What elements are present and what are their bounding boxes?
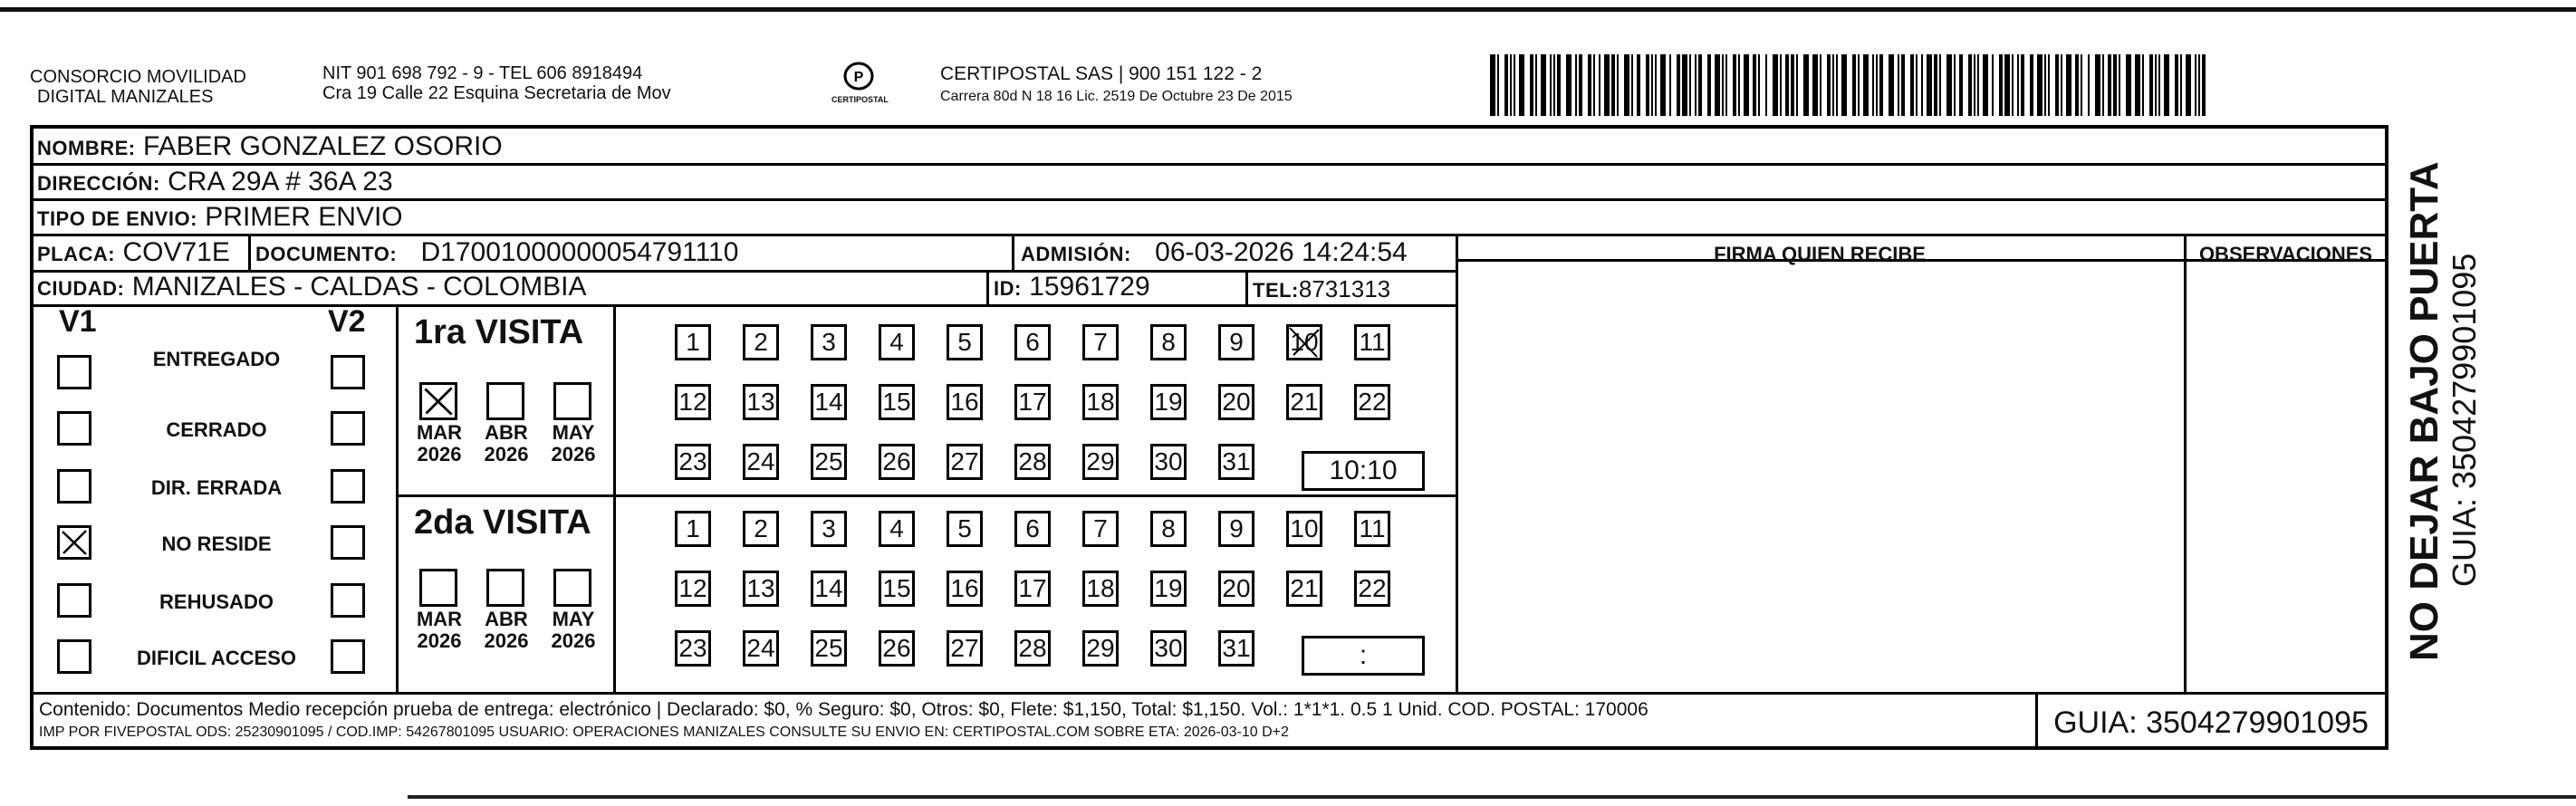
barcode-bar xyxy=(2030,54,2033,116)
second-visit-day-25[interactable]: 25 xyxy=(811,630,847,667)
barcode-bar xyxy=(2021,54,2024,116)
barcode-bar xyxy=(2119,54,2120,116)
month-year: 2026 xyxy=(551,443,596,465)
barcode-bar xyxy=(1695,54,1697,116)
second-visit-day-5[interactable]: 5 xyxy=(947,511,983,547)
barcode-bar xyxy=(1660,54,1666,116)
v2-checkbox-dificil-acceso[interactable] xyxy=(331,639,365,674)
second-visit-month-label xyxy=(412,609,466,652)
plate-label: PLACA: xyxy=(37,243,116,265)
barcode-bar xyxy=(2164,54,2169,116)
second-visit-day-4[interactable]: 4 xyxy=(879,511,915,547)
barcode-bar xyxy=(1939,54,1941,116)
barcode-bar xyxy=(2044,54,2046,116)
barcode-bar xyxy=(2075,54,2079,116)
tel-field xyxy=(1253,273,1390,306)
month-name: MAR xyxy=(416,608,463,630)
barcode-bar xyxy=(1872,54,1874,116)
first-visit-month-label xyxy=(412,422,466,465)
first-visit-day-20[interactable]: 20 xyxy=(1218,384,1254,420)
id-field xyxy=(994,272,1150,304)
barcode-bar xyxy=(1631,54,1633,116)
second-visit-month-label xyxy=(546,609,601,652)
barcode-bar xyxy=(1803,54,1809,116)
month-name: MAY xyxy=(552,608,595,630)
barcode-bar xyxy=(1983,54,1988,116)
certipostal-address: Carrera 80d N 18 16 Lic. 2519 De Octubre 23 De 2015 xyxy=(940,89,1293,104)
second-visit-day-31[interactable]: 31 xyxy=(1218,630,1254,667)
first-visit-day-23[interactable]: 23 xyxy=(675,444,711,480)
certipostal-info xyxy=(940,63,1293,105)
admission-label: ADMISIÓN: xyxy=(1021,243,1131,265)
barcode-bar xyxy=(1689,54,1691,116)
barcode-bar xyxy=(1722,54,1724,116)
barcode-bar xyxy=(1541,54,1546,116)
v2-label: V2 xyxy=(328,304,366,339)
first-visit-day-28[interactable]: 28 xyxy=(1014,444,1051,480)
second-visit-day-2[interactable]: 2 xyxy=(743,511,779,547)
v1-checkbox-entregado[interactable] xyxy=(57,355,91,389)
vertical-warning-text: NO DEJAR BAJO PUERTA xyxy=(2402,161,2446,661)
barcode-bar xyxy=(1812,54,1818,116)
barcode-bar xyxy=(1617,54,1619,116)
barcode-bar xyxy=(2186,54,2191,116)
barcode-bar xyxy=(1497,54,1499,116)
second-visit-day-10[interactable]: 10 xyxy=(1286,511,1322,547)
first-visit-day-4[interactable]: 4 xyxy=(879,324,915,360)
barcode-bar xyxy=(1593,54,1595,116)
first-visit-day-1[interactable]: 1 xyxy=(675,324,711,360)
document-value: D17001000000054791110 xyxy=(420,237,739,267)
barcode-bar xyxy=(2202,54,2206,116)
barcode-bar xyxy=(1566,54,1572,116)
second-visit-day-9[interactable]: 9 xyxy=(1218,511,1254,547)
barcode-bar xyxy=(1588,54,1591,116)
barcode-bar xyxy=(1999,54,2003,116)
reason-label: CERRADO xyxy=(166,418,267,441)
second-visit-day-17[interactable]: 17 xyxy=(1014,571,1051,607)
barcode-bar xyxy=(1611,54,1615,116)
document-label: DOCUMENTO: xyxy=(255,243,398,265)
second-visit-month-checkbox-may[interactable] xyxy=(553,569,591,607)
barcode-bar xyxy=(1715,54,1720,116)
barcode-bar xyxy=(1898,54,1899,116)
barcode-bar xyxy=(1530,54,1533,116)
observaciones-label: OBSERVACIONES xyxy=(2198,243,2373,265)
barcode-bar xyxy=(1655,54,1657,116)
barcode-bar xyxy=(2012,54,2014,116)
barcode-bar xyxy=(1791,54,1794,116)
v2-checkbox-entregado[interactable] xyxy=(331,355,365,389)
barcode-bar xyxy=(1827,54,1831,116)
barcode-bar xyxy=(1677,54,1680,116)
second-visit-day-6[interactable]: 6 xyxy=(1014,511,1051,547)
barcode-bar xyxy=(2095,54,2100,116)
barcode-bar xyxy=(1796,54,1798,116)
footer-content-line: Contenido: Documentos Medio recepción prueba de entrega: electrónico | Declarado: $0, % Seguro: $0, Otros: $0, Flete: $1,150, Total: $1,150. Vol.: 1*1*1. 0.5 1 Unid. COD. POSTAL: 170006 xyxy=(39,699,1648,720)
shipping-form xyxy=(30,125,2389,750)
top-edge-strip xyxy=(0,0,2576,18)
barcode-bar xyxy=(1876,54,1878,116)
month-year: 2026 xyxy=(417,443,462,465)
second-visit-day-7[interactable]: 7 xyxy=(1082,511,1119,547)
barcode-bar xyxy=(1968,54,1972,116)
certipostal-line: CERTIPOSTAL SAS | 900 151 122 - 2 xyxy=(940,63,1263,84)
reason-label: DIFICIL ACCESO xyxy=(136,647,296,669)
send-type-label: TIPO DE ENVIO: xyxy=(37,207,197,230)
barcode-bar xyxy=(2108,54,2111,116)
first-visit-day-16[interactable]: 16 xyxy=(947,384,983,420)
second-visit-day-22[interactable]: 22 xyxy=(1354,571,1390,607)
barcode-bar xyxy=(2126,54,2131,116)
first-visit-month-label xyxy=(546,422,601,465)
second-visit-month-checkbox-abr[interactable] xyxy=(486,569,524,607)
second-visit-day-15[interactable]: 15 xyxy=(879,571,915,607)
v1-label: V1 xyxy=(59,304,97,339)
barcode-bar xyxy=(1698,54,1702,116)
first-visit-day-3[interactable]: 3 xyxy=(811,324,847,360)
barcode-bar xyxy=(2175,54,2178,116)
first-visit-day-19[interactable]: 19 xyxy=(1150,384,1187,420)
first-visit-day-30[interactable]: 30 xyxy=(1150,444,1187,480)
month-name: MAY xyxy=(552,421,595,444)
second-visit-day-18[interactable]: 18 xyxy=(1082,571,1119,607)
certipostal-logo xyxy=(831,62,889,104)
second-visit-day-29[interactable]: 29 xyxy=(1082,630,1119,667)
first-visit-day-5[interactable]: 5 xyxy=(947,324,983,360)
reason-label: REHUSADO xyxy=(159,590,274,613)
barcode-bar xyxy=(2135,54,2140,116)
bottom-edge-line xyxy=(408,795,2576,799)
vertical-guia-text: GUIA: 3504279901095 xyxy=(2446,253,2483,587)
month-name: ABR xyxy=(485,608,528,630)
reason-label: ENTREGADO xyxy=(152,348,281,370)
v1-checkbox-no-reside[interactable] xyxy=(57,525,91,560)
company-contact xyxy=(322,63,671,103)
barcode-bar xyxy=(1553,54,1555,116)
first-visit-day-25[interactable]: 25 xyxy=(811,444,847,480)
barcode-bar xyxy=(1910,54,1914,116)
reason-label: DIR. ERRADA xyxy=(150,476,283,499)
barcode-bar xyxy=(1579,54,1582,116)
barcode-bar xyxy=(1707,54,1711,116)
barcode-bar xyxy=(1557,54,1561,116)
barcode-bar xyxy=(2180,54,2182,116)
barcode-bar xyxy=(1901,54,1905,116)
barcode-bar xyxy=(1733,54,1736,116)
second-visit-day-16[interactable]: 16 xyxy=(947,571,983,607)
signature-area[interactable] xyxy=(1458,262,2183,691)
second-visit-day-30[interactable]: 30 xyxy=(1150,630,1187,667)
second-visit-title: 2da VISITA xyxy=(414,504,591,542)
v1-checkbox-rehusado[interactable] xyxy=(57,583,91,618)
barcode-bar xyxy=(1504,54,1508,116)
first-visit-day-17[interactable]: 17 xyxy=(1014,384,1051,420)
barcode-bar xyxy=(1832,54,1834,116)
barcode-bar xyxy=(1599,54,1600,116)
tel-label: TEL: xyxy=(1253,279,1299,302)
barcode-bar xyxy=(1758,54,1760,116)
barcode-bar xyxy=(1575,54,1577,116)
second-visit-day-3[interactable]: 3 xyxy=(811,511,847,547)
month-name: MAR xyxy=(416,421,463,444)
first-visit-month-checkbox-mar[interactable] xyxy=(419,382,457,420)
v1-checkbox-dificil-acceso[interactable] xyxy=(57,639,91,674)
id-value: 15961729 xyxy=(1029,272,1150,302)
barcode-bar xyxy=(1514,54,1515,116)
first-visit-day-12[interactable]: 12 xyxy=(675,384,711,420)
name-label: NOMBRE: xyxy=(37,137,136,159)
plate-field xyxy=(37,237,230,270)
barcode-bar xyxy=(2017,54,2019,116)
v1-checkbox-dir-errada[interactable] xyxy=(57,469,91,504)
barcode-bar xyxy=(2055,54,2059,116)
address-label: DIRECCIÓN: xyxy=(37,172,160,195)
barcode-bar xyxy=(2198,54,2200,116)
certipostal-logo-icon xyxy=(841,62,877,94)
id-label: ID: xyxy=(994,277,1022,300)
svg-text:P: P xyxy=(853,70,864,85)
company-name-line-2: DIGITAL MANIZALES xyxy=(37,87,214,107)
plate-value: COV71E xyxy=(122,237,230,267)
barcode-bar xyxy=(1753,54,1756,116)
name-field xyxy=(37,131,503,164)
city-value: MANIZALES - CALDAS - COLOMBIA xyxy=(131,272,587,302)
barcode xyxy=(1490,54,2215,116)
barcode-bar xyxy=(1836,54,1838,116)
address-line: Cra 19 Calle 22 Esquina Secretaria de Mov xyxy=(322,83,671,103)
admission-field xyxy=(1021,237,1408,270)
barcode-bar xyxy=(1916,54,1918,116)
month-name: ABR xyxy=(485,421,528,444)
first-visit-day-27[interactable]: 27 xyxy=(947,444,983,480)
first-visit-day-10[interactable]: 10 xyxy=(1286,324,1322,360)
month-year: 2026 xyxy=(484,629,529,652)
first-visit-day-26[interactable]: 26 xyxy=(879,444,915,480)
second-visit-day-21[interactable]: 21 xyxy=(1286,571,1322,607)
reason-label: NO RESIDE xyxy=(161,533,272,555)
barcode-bar xyxy=(2061,54,2062,116)
first-visit-day-18[interactable]: 18 xyxy=(1082,384,1119,420)
second-visit-day-28[interactable]: 28 xyxy=(1014,630,1051,667)
send-type-field xyxy=(37,202,403,235)
first-visit-day-21[interactable]: 21 xyxy=(1286,384,1322,420)
barcode-bar xyxy=(1934,54,1937,116)
second-visit-day-23[interactable]: 23 xyxy=(675,630,711,667)
v2-checkbox-rehusado[interactable] xyxy=(331,583,365,618)
first-visit-day-22[interactable]: 22 xyxy=(1354,384,1390,420)
tel-value: 8731313 xyxy=(1298,275,1391,302)
city-field xyxy=(37,272,587,304)
barcode-bar xyxy=(2142,54,2144,116)
first-visit-month-checkbox-may[interactable] xyxy=(553,382,591,420)
barcode-bar xyxy=(1490,54,1495,116)
barcode-bar xyxy=(2088,54,2090,116)
barcode-bar xyxy=(1858,54,1860,116)
city-label: CIUDAD: xyxy=(37,277,125,300)
send-type-value: PRIMER ENVIO xyxy=(205,202,403,232)
first-visit-month-checkbox-abr[interactable] xyxy=(486,382,524,420)
barcode-bar xyxy=(1785,54,1789,116)
address-field xyxy=(37,167,393,199)
company-name xyxy=(30,67,246,107)
name-value: FABER GONZALEZ OSORIO xyxy=(142,131,503,161)
barcode-bar xyxy=(2195,54,2196,116)
barcode-bar xyxy=(1889,54,1894,116)
barcode-bar xyxy=(1738,54,1740,116)
barcode-bar xyxy=(1863,54,1869,116)
barcode-bar xyxy=(1974,54,1975,116)
second-visit-time[interactable]: : xyxy=(1302,636,1425,676)
month-year: 2026 xyxy=(484,443,529,465)
barcode-bar xyxy=(2048,54,2050,116)
first-visit-day-9[interactable]: 9 xyxy=(1218,324,1254,360)
admission-value: 06-03-2026 14:24:54 xyxy=(1155,237,1408,267)
barcode-bar xyxy=(1820,54,1821,116)
second-visit-day-27[interactable]: 27 xyxy=(947,630,983,667)
first-visit-day-24[interactable]: 24 xyxy=(743,444,779,480)
logo-text: CERTIPOSTAL xyxy=(831,95,889,104)
first-visit-time[interactable]: 10:10 xyxy=(1302,451,1425,491)
document-field xyxy=(255,237,738,270)
second-visit-day-12[interactable]: 12 xyxy=(675,571,711,607)
barcode-bar xyxy=(1879,54,1883,116)
first-visit-day-29[interactable]: 29 xyxy=(1082,444,1119,480)
first-visit-day-13[interactable]: 13 xyxy=(743,384,779,420)
barcode-bar xyxy=(1669,54,1671,116)
barcode-bar xyxy=(1535,54,1537,116)
barcode-bar xyxy=(1604,54,1610,116)
barcode-bar xyxy=(1773,54,1778,116)
second-visit-day-20[interactable]: 20 xyxy=(1218,571,1254,607)
barcode-bar xyxy=(1977,54,1979,116)
second-visit-month-checkbox-mar[interactable] xyxy=(419,569,457,607)
barcode-bar xyxy=(2158,54,2160,116)
v2-checkbox-dir-errada[interactable] xyxy=(331,469,365,504)
barcode-bar xyxy=(1927,54,1932,116)
month-year: 2026 xyxy=(417,629,462,652)
first-visit-day-15[interactable]: 15 xyxy=(879,384,915,420)
first-visit-day-14[interactable]: 14 xyxy=(811,384,847,420)
barcode-bar xyxy=(1992,54,1994,116)
barcode-bar xyxy=(1852,54,1856,116)
barcode-bar xyxy=(1637,54,1640,116)
first-visit-month-label xyxy=(479,422,533,465)
barcode-bar xyxy=(1651,54,1653,116)
barcode-bar xyxy=(1725,54,1727,116)
footer-guia: GUIA: 3504279901095 xyxy=(2053,705,2369,740)
address-value: CRA 29A # 36A 23 xyxy=(168,167,393,197)
barcode-bar xyxy=(1765,54,1767,116)
barcode-bar xyxy=(1682,54,1687,116)
barcode-bar xyxy=(2155,54,2157,116)
first-visit-day-6[interactable]: 6 xyxy=(1014,324,1051,360)
barcode-bar xyxy=(1954,54,1956,116)
first-visit-day-7[interactable]: 7 xyxy=(1082,324,1119,360)
first-visit-title: 1ra VISITA xyxy=(414,313,584,351)
barcode-bar xyxy=(1841,54,1847,116)
barcode-bar xyxy=(2037,54,2043,116)
nit-line: NIT 901 698 792 - 9 - TEL 606 8918494 xyxy=(322,63,643,83)
barcode-bar xyxy=(1519,54,1524,116)
first-visit-day-8[interactable]: 8 xyxy=(1150,324,1187,360)
barcode-bar xyxy=(2113,54,2117,116)
second-visit-day-14[interactable]: 14 xyxy=(811,571,847,607)
v2-checkbox-no-reside[interactable] xyxy=(331,525,365,560)
barcode-bar xyxy=(1510,54,1512,116)
month-year: 2026 xyxy=(551,629,596,652)
v1-checkbox-cerrado[interactable] xyxy=(57,411,91,446)
v2-checkbox-cerrado[interactable] xyxy=(331,411,365,446)
barcode-bar xyxy=(1946,54,1952,116)
barcode-bar xyxy=(2102,54,2104,116)
footer-imp-line: IMP POR FIVEPOSTAL ODS: 25230901095 / COD.IMP: 54267801095 USUARIO: OPERACIONES MANIZALES CONSULTE SU ENVIO EN: CERTIPOSTAL.COM SOBRE ETA: 2026-03-10 D+2 xyxy=(39,724,1289,740)
barcode-bar xyxy=(1959,54,1963,116)
observations-area[interactable] xyxy=(2187,262,2385,691)
second-visit-day-24[interactable]: 24 xyxy=(743,630,779,667)
second-visit-day-8[interactable]: 8 xyxy=(1150,511,1187,547)
barcode-bar xyxy=(1921,54,1923,116)
barcode-bar xyxy=(2081,54,2082,116)
firma-label: FIRMA QUIEN RECIBE xyxy=(1714,243,1926,265)
barcode-bar xyxy=(2149,54,2153,116)
second-visit-day-1[interactable]: 1 xyxy=(675,511,711,547)
barcode-bar xyxy=(1780,54,1782,116)
company-name-line-1: CONSORCIO MOVILIDAD xyxy=(30,67,246,87)
second-visit-day-26[interactable]: 26 xyxy=(879,630,915,667)
second-visit-day-19[interactable]: 19 xyxy=(1150,571,1187,607)
barcode-bar xyxy=(2004,54,2010,116)
second-visit-day-11[interactable]: 11 xyxy=(1354,511,1390,547)
barcode-bar xyxy=(1646,54,1649,116)
barcode-bar xyxy=(2066,54,2071,116)
first-visit-day-11[interactable]: 11 xyxy=(1354,324,1390,360)
second-visit-month-label xyxy=(479,609,533,652)
first-visit-day-31[interactable]: 31 xyxy=(1218,444,1254,480)
first-visit-day-2[interactable]: 2 xyxy=(743,324,779,360)
barcode-bar xyxy=(1744,54,1749,116)
barcode-bar xyxy=(1624,54,1629,116)
second-visit-day-13[interactable]: 13 xyxy=(743,571,779,607)
barcode-bar xyxy=(1550,54,1552,116)
